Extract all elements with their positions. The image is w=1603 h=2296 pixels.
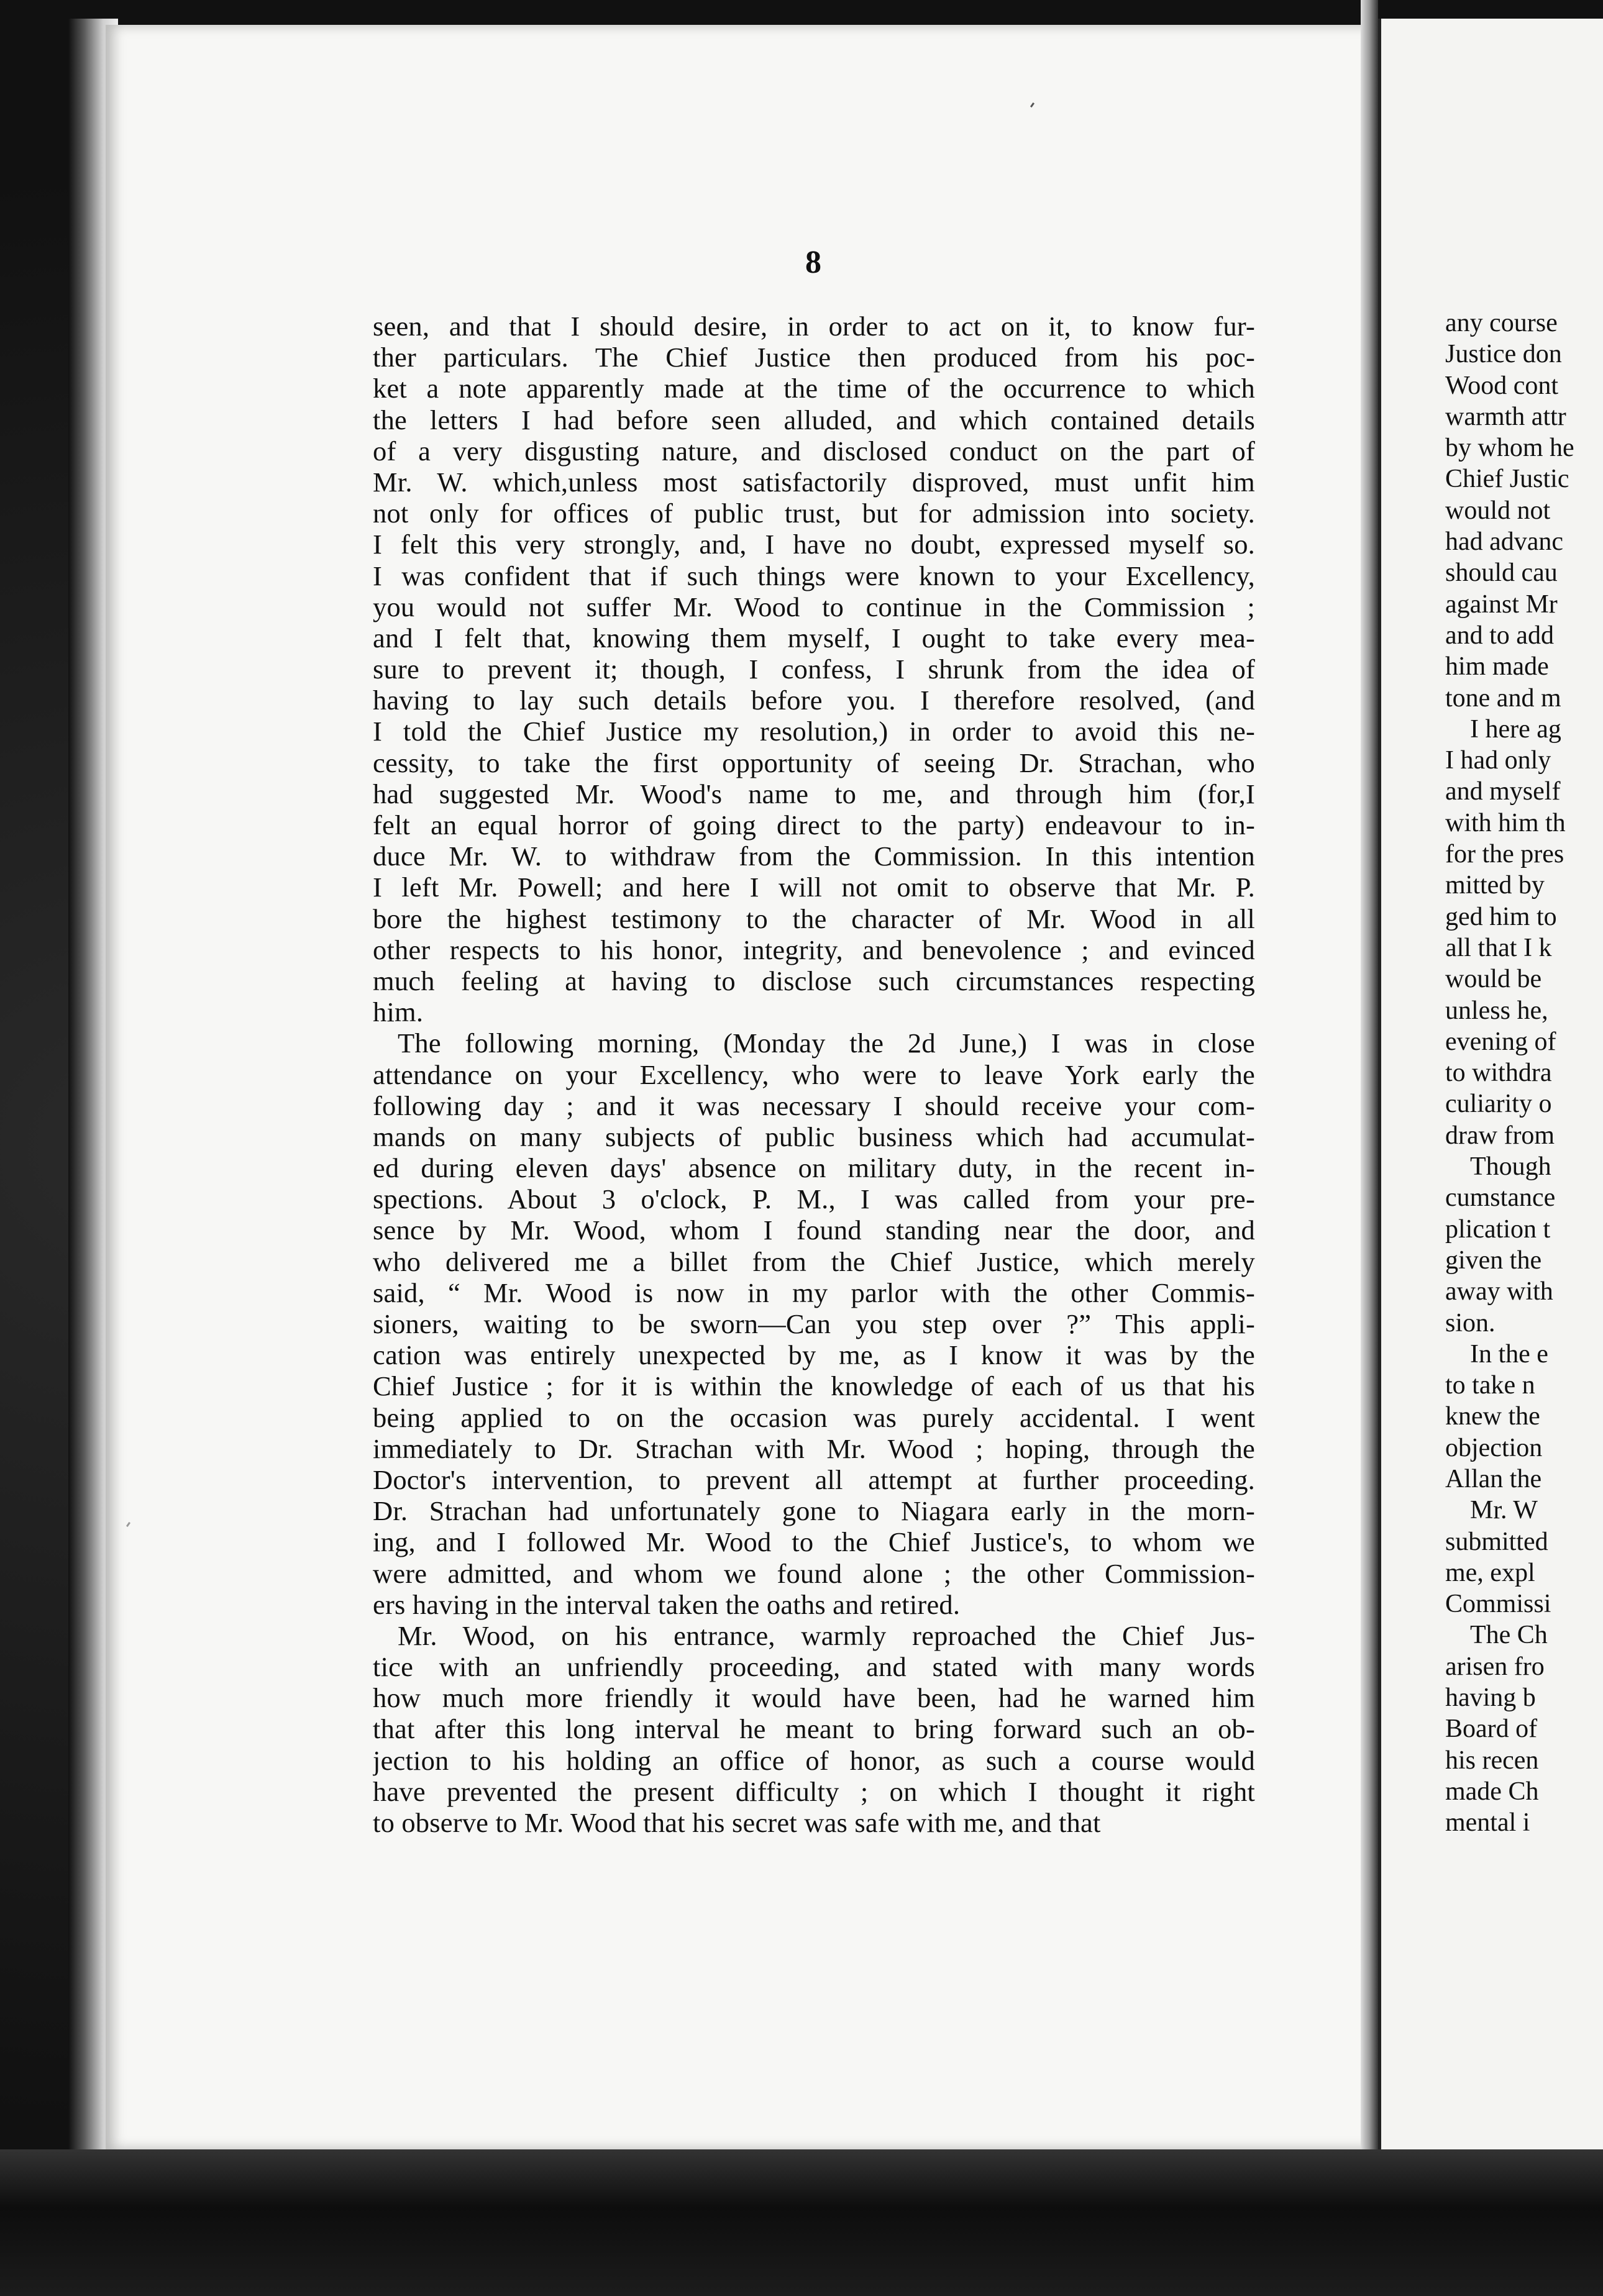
text-line: ket a note apparently made at the time of the occurrence to which	[373, 373, 1255, 404]
facing-text-line: with him th	[1445, 808, 1566, 837]
text-line: spections. About 3 o'clock, P. M., I was called from your pre-	[373, 1183, 1255, 1215]
text-line: mands on many subjects of public business which had accumulat-	[373, 1121, 1255, 1152]
facing-text-line: to withdra	[1445, 1059, 1552, 1088]
facing-text-line: I here ag	[1470, 714, 1561, 744]
facing-text-line: ged him to	[1445, 902, 1557, 931]
facing-text-line: Commissi	[1445, 1590, 1551, 1619]
facing-text-line: arisen fro	[1445, 1652, 1545, 1681]
text-line: following day ; and it was necessary I should receive your com-	[373, 1090, 1255, 1121]
facing-text-line: warmth attr	[1445, 402, 1566, 431]
text-line: other respects to his honor, integrity, and benevolence ; and evinced	[373, 934, 1255, 965]
text-line: how much more friendly it would have been, had he warned him	[373, 1682, 1255, 1714]
facing-text-line: him made	[1445, 652, 1549, 681]
facing-text-line: tone and m	[1445, 683, 1561, 713]
facing-text-line: would be	[1445, 965, 1542, 994]
facing-text-line: sion.	[1445, 1308, 1496, 1337]
facing-text-line: for the pres	[1445, 840, 1564, 869]
text-line: being applied to on the occasion was purely accidental. I went	[373, 1401, 1255, 1433]
text-line: cation was entirely unexpected by me, as I know it was by the	[373, 1339, 1255, 1371]
text-line: tice with an unfriendly proceeding, and stated with many words	[373, 1651, 1255, 1683]
text-line: I told the Chief Justice my resolution,) in order to avoid this ne-	[373, 716, 1255, 747]
facing-text-line: Justice don	[1445, 340, 1562, 369]
facing-text-line: Chief Justic	[1445, 465, 1569, 494]
text-line: ther particulars. The Chief Justice then produced from his poc-	[373, 342, 1255, 373]
text-line: attendance on your Excellency, who were to leave York early the	[373, 1059, 1255, 1090]
facing-text-line: cumstance	[1445, 1183, 1556, 1213]
facing-text-line: evening of	[1445, 1027, 1556, 1056]
text-line: the letters I had before seen alluded, and which contained details	[373, 404, 1255, 435]
facing-text-line: having b	[1445, 1683, 1536, 1713]
facing-text-line: draw from	[1445, 1121, 1555, 1150]
text-line: cessity, to take the first opportunity of seeing Dr. Strachan, who	[373, 747, 1255, 778]
text-line: said, “ Mr. Wood is now in my parlor with the other Commis-	[373, 1277, 1255, 1308]
main-text-column	[373, 311, 1255, 1838]
facing-text-line: and myself	[1445, 777, 1561, 806]
text-line: I felt this very strongly, and, I have no doubt, expressed myself so.	[373, 529, 1255, 560]
facing-text-line: unless he,	[1445, 996, 1548, 1025]
facing-text-line: The Ch	[1470, 1621, 1548, 1650]
text-line: duce Mr. W. to withdraw from the Commission. In this intention	[373, 840, 1255, 872]
text-line: I was confident that if such things were known to your Excellency,	[373, 560, 1255, 591]
facing-text-line: plication t	[1445, 1214, 1551, 1244]
facing-text-line: any course	[1445, 309, 1558, 337]
facing-text-line: had advanc	[1445, 527, 1564, 557]
facing-text-line: I had only	[1445, 746, 1551, 775]
facing-text-line: mental i	[1445, 1808, 1530, 1838]
facing-text-line: mitted by	[1445, 871, 1545, 900]
text-line: that after this long interval he meant to bring forward such an ob-	[373, 1713, 1255, 1745]
text-line: Doctor's intervention, to prevent all attempt at further proceeding.	[373, 1464, 1255, 1495]
text-line: The following morning, (Monday the 2d June,) I was in close	[398, 1027, 1255, 1059]
facing-page-text-column	[1445, 308, 1603, 1839]
scan-bottom-edge	[0, 2149, 1603, 2296]
text-line: ing, and I followed Mr. Wood to the Chief Justice's, to whom we	[373, 1526, 1255, 1558]
text-line: Mr. W. which,unless most satisfactorily disproved, must unfit him	[373, 466, 1255, 498]
text-line: ed during eleven days' absence on military duty, in the recent in-	[373, 1152, 1255, 1184]
facing-text-line: Allan the	[1445, 1464, 1542, 1493]
text-line: having to lay such details before you. I therefore resolved, (and	[373, 685, 1255, 716]
text-line: not only for offices of public trust, but for admission into society.	[373, 498, 1255, 529]
facing-text-line: would not	[1445, 496, 1551, 525]
text-line: you would not suffer Mr. Wood to continue in the Commission ;	[373, 591, 1255, 622]
text-line: Dr. Strachan had unfortunately gone to Niagara early in the morn-	[373, 1495, 1255, 1527]
page-number: 8	[805, 245, 821, 280]
facing-text-line: Mr. W	[1470, 1496, 1538, 1525]
facing-text-line: should cau	[1445, 558, 1558, 588]
text-line: bore the highest testimony to the character of Mr. Wood in all	[373, 903, 1255, 934]
text-line: sence by Mr. Wood, whom I found standing near the door, and	[373, 1214, 1255, 1246]
facing-text-line: objection	[1445, 1433, 1543, 1462]
facing-text-line: knew the	[1445, 1402, 1540, 1431]
facing-text-line: and to add	[1445, 621, 1554, 650]
facing-text-line: made Ch	[1445, 1777, 1539, 1806]
text-line: ers having in the interval taken the oaths and retired.	[373, 1588, 961, 1620]
facing-text-line: all that I k	[1445, 933, 1552, 962]
text-line: and I felt that, knowing them myself, I ought to take every mea-	[373, 622, 1255, 654]
text-line: to observe to Mr. Wood that his secret was safe with me, and that	[373, 1807, 1101, 1838]
facing-text-line: by whom he	[1445, 434, 1574, 463]
facing-text-line: me, expl	[1445, 1558, 1535, 1587]
facing-text-line: Board of	[1445, 1715, 1538, 1744]
text-line: were admitted, and whom we found alone ; the other Commission-	[373, 1557, 1255, 1589]
facing-text-line: to take n	[1445, 1371, 1535, 1400]
facing-text-line: given the	[1445, 1246, 1542, 1275]
facing-text-line: against Mr	[1445, 590, 1558, 619]
page-gutter	[1361, 0, 1378, 2149]
text-line: sioners, waiting to be sworn—Can you step over ?” This appli-	[373, 1308, 1255, 1339]
text-line: of a very disgusting nature, and disclosed conduct on the part of	[373, 435, 1255, 467]
facing-text-line: Though	[1470, 1152, 1551, 1182]
text-line: him.	[373, 996, 424, 1028]
text-line: Chief Justice ; for it is within the knowledge of each of us that his	[373, 1370, 1255, 1402]
text-line: immediately to Dr. Strachan with Mr. Wood ; hoping, through the	[373, 1433, 1255, 1464]
text-line: Mr. Wood, on his entrance, warmly reproached the Chief Jus-	[398, 1620, 1255, 1651]
text-line: much feeling at having to disclose such circumstances respecting	[373, 965, 1255, 996]
text-line: seen, and that I should desire, in order to act on it, to know fur-	[373, 311, 1255, 342]
text-line: sure to prevent it; though, I confess, I shrunk from the idea of	[373, 654, 1255, 685]
facing-text-line: his recen	[1445, 1746, 1539, 1775]
facing-text-line: In the e	[1470, 1339, 1548, 1369]
facing-text-line: away with	[1445, 1277, 1553, 1306]
facing-text-line: submitted	[1445, 1527, 1548, 1556]
text-line: I left Mr. Powell; and here I will not omit to observe that Mr. P.	[373, 872, 1255, 903]
facing-text-line: culiarity o	[1445, 1090, 1552, 1119]
text-line: jection to his holding an office of honor, as such a course would	[373, 1744, 1255, 1776]
text-line: felt an equal horror of going direct to the party) endeavour to in-	[373, 809, 1255, 840]
text-line: have prevented the present difficulty ; on which I thought it right	[373, 1775, 1255, 1807]
text-line: had suggested Mr. Wood's name to me, and through him (for,I	[373, 778, 1255, 809]
facing-text-line: Wood cont	[1445, 371, 1559, 400]
text-line: who delivered me a billet from the Chief Justice, which merely	[373, 1246, 1255, 1277]
